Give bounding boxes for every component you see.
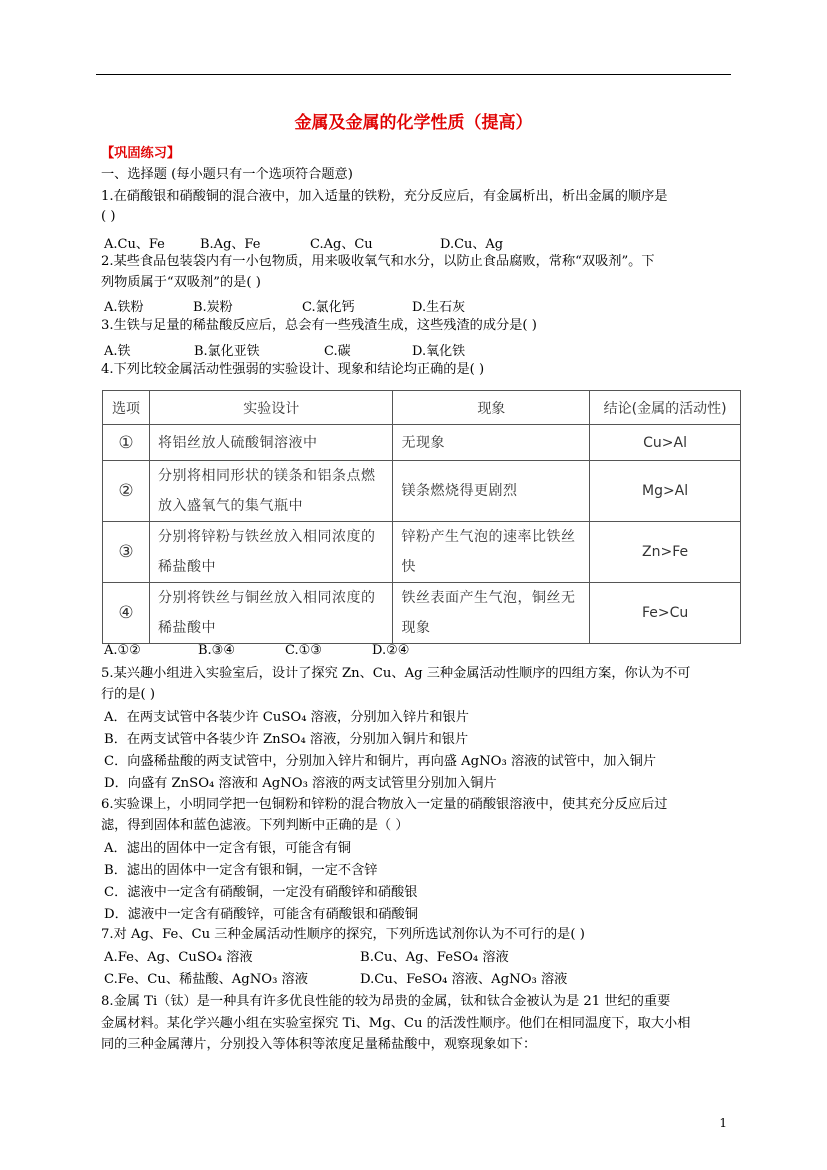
q4-option-c: C.①③ <box>285 643 322 658</box>
q5-option-c: C．向盛稀盐酸的两支试管中，分别加入锌片和铜片，再向盛 AgNO₃ 溶液的试管中，加入铜片 <box>104 754 657 769</box>
row-conclusion: Fe>Cu <box>590 583 741 644</box>
table-row <box>103 461 741 522</box>
row-phenomenon: 铁丝表面产生气泡，铜丝无现象 <box>393 583 590 644</box>
q7-option-d: D.Cu、FeSO₄ 溶液、AgNO₃ 溶液 <box>360 972 568 987</box>
q1-option-b: B.Ag、Fe <box>200 237 261 252</box>
q7-option-b: B.Cu、Ag、FeSO₄ 溶液 <box>360 950 509 965</box>
col-header-design: 实验设计 <box>149 391 393 425</box>
row-conclusion: Cu>Al <box>590 425 741 461</box>
q4-option-a: A.①② <box>104 643 141 658</box>
question-1-blank: ( ) <box>101 209 116 224</box>
row-design: 分别将相同形状的镁条和铝条点燃放入盛氧气的集气瓶中 <box>149 461 393 522</box>
q7-option-c: C.Fe、Cu、稀盐酸、AgNO₃ 溶液 <box>104 972 308 987</box>
col-header-phenomenon: 现象 <box>393 391 590 425</box>
q1-option-c: C.Ag、Cu <box>310 237 373 252</box>
question-8-text-cont: 金属材料。某化学兴趣小组在实验室探究 Ti、Mg、Cu 的活泼性顺序。他们在相同温度下，取大小相 <box>101 1016 691 1031</box>
question-5-text: 5.某兴趣小组进入实验室后，设计了探究 Zn、Cu、Ag 三种金属活动性顺序的四组方案，你认为不可 <box>101 666 691 681</box>
row-number: ③ <box>103 522 150 583</box>
q5-option-a: A．在两支试管中各装少许 CuSO₄ 溶液，分别加入锌片和银片 <box>104 710 469 725</box>
row-design: 将铝丝放人硫酸铜溶液中 <box>149 425 393 461</box>
q3-option-a: A.铁 <box>104 344 131 359</box>
question-3-text: 3.生铁与足量的稀盐酸反应后，总会有一些残渣生成，这些残渣的成分是( ) <box>101 318 537 333</box>
q2-option-c: C.氯化钙 <box>302 300 355 315</box>
row-number: ④ <box>103 583 150 644</box>
question-4-text: 4.下列比较金属活动性强弱的实验设计、现象和结论均正确的是( ) <box>101 362 485 377</box>
question-5-text-cont: 行的是( ) <box>101 687 156 702</box>
q6-option-b: B．滤出的固体中一定含有银和铜，一定不含锌 <box>104 863 378 878</box>
row-phenomenon: 无现象 <box>393 425 590 461</box>
question-2-text: 2.某些食品包装袋内有一小包物质，用来吸收氧气和水分，以防止食品腐败，常称“双吸剂”。下 <box>101 254 655 269</box>
row-design: 分别将锌粉与铁丝放入相同浓度的稀盐酸中 <box>149 522 393 583</box>
q2-option-b: B.炭粉 <box>193 300 233 315</box>
q3-option-d: D.氧化铁 <box>412 344 466 359</box>
question-8-text: 8.金属 Ti（钛）是一种具有许多优良性能的较为昂贵的金属，钛和钛合金被认为是 21 世纪的重要 <box>101 994 671 1009</box>
table-row <box>103 425 741 461</box>
page-title: 金属及金属的化学性质（提高） <box>294 113 533 133</box>
question-8-text-cont2: 同的三种金属薄片，分别投入等体积等浓度足量稀盐酸中，观察现象如下： <box>101 1037 537 1052</box>
q6-option-d: D．滤液中一定含有硝酸锌，可能含有硝酸银和硝酸铜 <box>104 907 418 922</box>
row-number: ① <box>103 425 150 461</box>
row-number: ② <box>103 461 150 522</box>
q3-option-c: C.碳 <box>324 344 351 359</box>
q1-option-d: D.Cu、Ag <box>440 237 504 252</box>
table-row <box>103 522 741 583</box>
q4-option-d: D.②④ <box>372 643 410 658</box>
header-rule <box>96 74 731 75</box>
section-label: 【巩固练习】 <box>101 146 181 161</box>
q7-option-a: A.Fe、Ag、CuSO₄ 溶液 <box>104 950 253 965</box>
row-phenomenon: 镁条燃烧得更剧烈 <box>393 461 590 522</box>
row-conclusion: Mg>Al <box>590 461 741 522</box>
row-design: 分别将铁丝与铜丝放入相同浓度的稀盐酸中 <box>149 583 393 644</box>
page-number: 1 <box>719 1116 727 1130</box>
q4-option-b: B.③④ <box>198 643 235 658</box>
row-phenomenon: 锌粉产生气泡的速率比铁丝快 <box>393 522 590 583</box>
q5-option-d: D．向盛有 ZnSO₄ 溶液和 AgNO₃ 溶液的两支试管里分别加入铜片 <box>104 776 497 791</box>
q2-option-a: A.铁粉 <box>104 300 144 315</box>
question-6-text: 6.实验课上，小明同学把一包铜粉和锌粉的混合物放入一定量的硝酸银溶液中，使其充分反应后过 <box>101 797 668 812</box>
experiment-table <box>102 390 741 644</box>
q1-option-a: A.Cu、Fe <box>104 237 165 252</box>
question-6-text-cont: 滤，得到固体和蓝色滤液。下列判断中正确的是（ ） <box>101 818 409 833</box>
q5-option-b: B．在两支试管中各装少许 ZnSO₄ 溶液，分别加入铜片和银片 <box>104 732 469 747</box>
question-1-text: 1.在硝酸银和硝酸铜的混合液中，加入适量的铁粉，充分反应后，有金属析出，析出金属的顺序是 <box>101 189 668 204</box>
col-header-conclusion: 结论(金属的活动性) <box>590 391 741 425</box>
q6-option-a: A．滤出的固体中一定含有银，可能含有铜 <box>104 841 351 856</box>
table-header-row <box>103 391 741 425</box>
question-2-text-cont: 列物质属于“双吸剂”的是( ) <box>101 275 261 290</box>
col-header-option: 选项 <box>103 391 150 425</box>
question-7-text: 7.对 Ag、Fe、Cu 三种金属活动性顺序的探究，下列所选试剂你认为不可行的是( ) <box>101 927 585 942</box>
table-row <box>103 583 741 644</box>
q2-option-d: D.生石灰 <box>412 300 466 315</box>
q6-option-c: C．滤液中一定含有硝酸铜，一定没有硝酸锌和硝酸银 <box>104 885 418 900</box>
row-conclusion: Zn>Fe <box>590 522 741 583</box>
part-heading: 一、选择题 (每小题只有一个选项符合题意) <box>101 167 353 182</box>
q3-option-b: B.氯化亚铁 <box>194 344 260 359</box>
